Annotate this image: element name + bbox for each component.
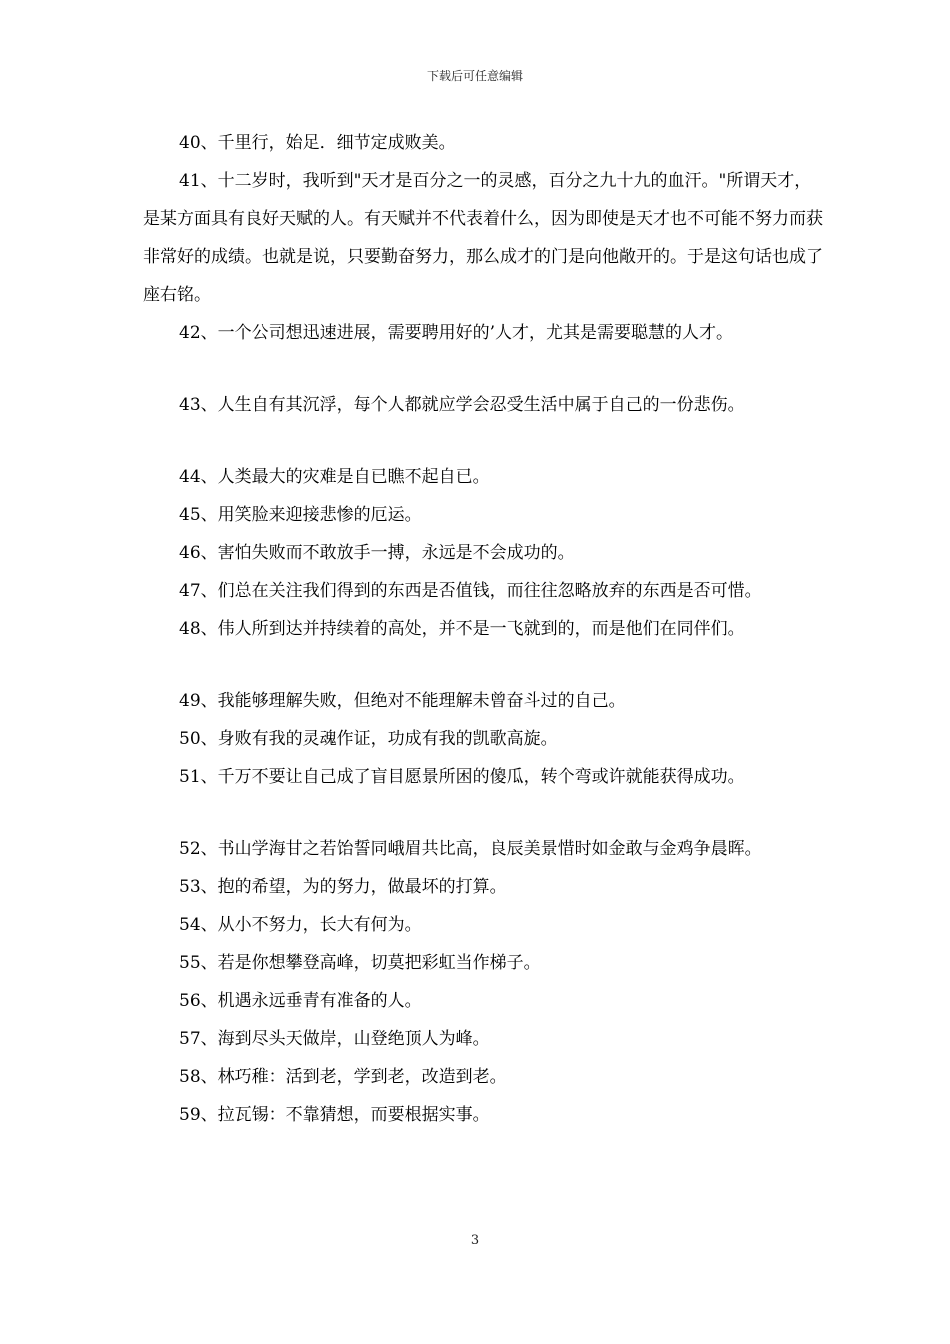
- spacer: [143, 352, 823, 386]
- spacer: [143, 648, 823, 682]
- paragraph-57: 57、海到尽头天做岸，山登绝顶人为峰。: [179, 1029, 490, 1049]
- paragraph-53: 53、抱的希望，为的努力，做最坏的打算。: [179, 877, 507, 897]
- paragraph-58: 58、林巧稚：活到老，学到老，改造到老。: [179, 1067, 507, 1087]
- paragraph-43: 43、人生自有其沉浮，每个人都就应学会忍受生活中属于自己的一份悲伤。: [179, 395, 745, 415]
- paragraph-55: 55、若是你想攀登高峰，切莫把彩虹当作梯子。: [179, 953, 541, 973]
- page-number: 3: [470, 1233, 480, 1248]
- paragraph-54: 54、从小不努力，长大有何为。: [179, 915, 422, 935]
- paragraph-41: 41、十二岁时，我听到"天才是百分之一的灵感，百分之九十九的血汗。"所谓天才，是某方面具有良好天赋的人。有天赋并不代表着什么，因为即使是天才也不可能不努力而获非常好的成绩。也就是说，只要勤奋努力，那么成才的门是向他敞开的。于是这句话也成了座右铭。: [143, 171, 823, 305]
- paragraph-42: 42、一个公司想迅速进展，需要聘用好的’人才，尤其是需要聪慧的人才。: [179, 323, 734, 343]
- spacer: [143, 796, 823, 830]
- paragraph-44: 44、人类最大的灾难是自已瞧不起自已。: [179, 467, 490, 487]
- paragraph-59: 59、拉瓦锡：不靠猜想，而要根据实事。: [179, 1105, 490, 1125]
- paragraph-47: 47、们总在关注我们得到的东西是否值钱，而往往忽略放弃的东西是否可惜。: [179, 581, 762, 601]
- paragraph-52: 52、书山学海甘之若饴誓同峨眉共比高，良辰美景惜时如金敢与金鸡争晨晖。: [179, 839, 762, 859]
- paragraph-56: 56、机遇永远垂青有准备的人。: [179, 991, 422, 1011]
- paragraph-40: 40、千里行，始足．细节定成败美。: [179, 133, 456, 153]
- paragraph-48: 48、伟人所到达并持续着的高处，并不是一飞就到的，而是他们在同伴们。: [179, 619, 745, 639]
- paragraph-46: 46、害怕失败而不敢放手一搏，永远是不会成功的。: [179, 543, 575, 563]
- paragraph-51: 51、千万不要让自己成了盲目愿景所困的傻瓜，转个弯或许就能获得成功。: [179, 767, 745, 787]
- paragraph-50: 50、身败有我的灵魂作证，功成有我的凯歌高旋。: [179, 729, 558, 749]
- page-header: 下载后可任意编辑: [426, 69, 523, 83]
- spacer: [143, 424, 823, 458]
- document-body: [143, 124, 823, 1134]
- paragraph-45: 45、用笑脸来迎接悲惨的厄运。: [179, 505, 422, 525]
- paragraph-49: 49、我能够理解失败，但绝对不能理解未曾奋斗过的自己。: [179, 691, 626, 711]
